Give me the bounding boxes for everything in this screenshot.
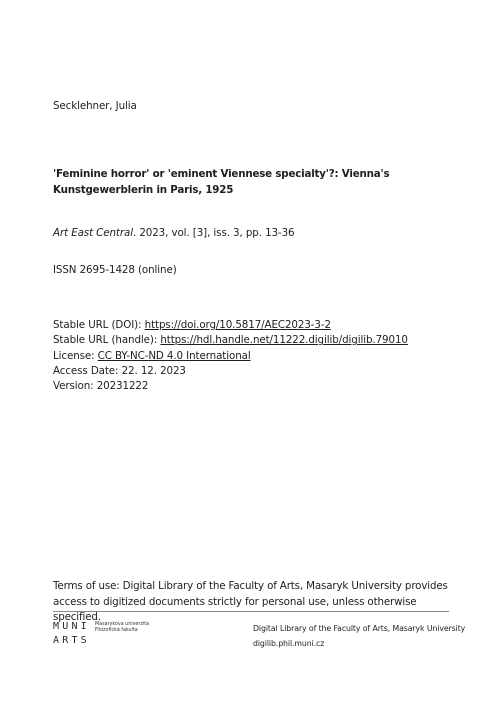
article-title: 'Feminine horror' or 'eminent Viennese specialty'?: Vienna's Kunstgewerblerin in Paris, 1925 (53, 168, 390, 196)
muni-arts-logo (53, 621, 173, 651)
license-line (53, 349, 408, 364)
terms-of-use: Terms of use: Digital Library of the Faculty of Arts, Masaryk University provides access to digitized documents strictly for personal use, unless otherwise specified. (53, 580, 448, 623)
version: Version: 20231222 (53, 380, 149, 393)
logo-muni-text: MUNI (53, 621, 90, 632)
license-label: License: (53, 349, 98, 362)
access-date: Access Date: 22. 12. 2023 (53, 364, 186, 377)
logo-arts-text: ARTS (53, 635, 90, 646)
library-name: Digital Library of the Faculty of Arts, Masaryk University (253, 624, 466, 633)
library-info (253, 622, 465, 651)
doi-label: Stable URL (DOI): (53, 319, 145, 331)
logo-faculty-line1: Masarykova univerzita (95, 622, 150, 627)
citation-details: . 2023, vol. [3], iss. 3, pp. 13-36 (132, 227, 295, 239)
logo-faculty-line2: Filozofická fakulta (95, 628, 138, 633)
doi-link[interactable]: https://doi.org/10.5817/AEC2023-3-2 (144, 319, 331, 331)
handle-line (53, 333, 408, 348)
doi-line (53, 318, 408, 333)
library-url[interactable]: digilib.phil.muni.cz (253, 638, 325, 648)
journal-name: Art East Central (53, 227, 133, 239)
handle-link[interactable]: https://hdl.handle.net/11222.digilib/digilib.79010 (160, 334, 408, 347)
metadata-block (53, 318, 408, 394)
issn: ISSN 2695-1428 (online) (53, 264, 177, 276)
footer-divider (53, 611, 449, 612)
author-name: Secklehner, Julia (53, 100, 137, 112)
logo-faculty-text (95, 622, 175, 634)
handle-label: Stable URL (handle): (53, 334, 161, 347)
license-link[interactable]: CC BY-NC-ND 4.0 International (97, 349, 251, 362)
citation (53, 227, 295, 239)
